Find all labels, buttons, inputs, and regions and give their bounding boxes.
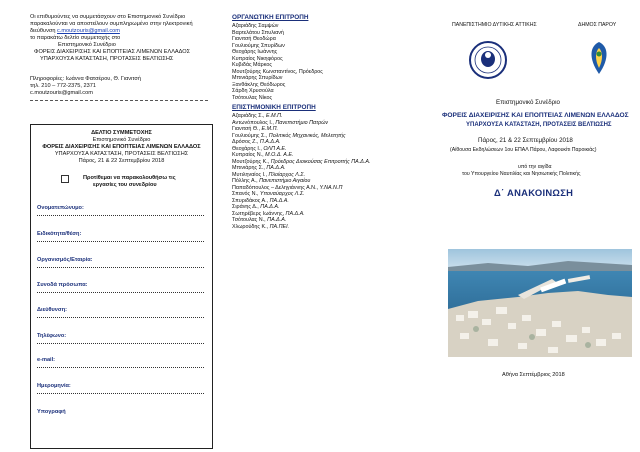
paros-harbor-photo [448, 249, 632, 357]
sci-committee-member: Μπινιάρης Σ., ΠΑ.Δ.Α. [232, 165, 286, 171]
org-committee-member: Θεοχάρης Ιωάννης [232, 49, 278, 55]
org-committee-member: Τσότουλας Νίκος [232, 94, 273, 101]
sci-committee-member: Μουτζούρης Κ., Πρόεδρος Διοικούσας Επιτροπής ΠΑ.Δ.Α. [232, 158, 371, 165]
intro-line-3: διεύθυνση c.moutzouris@gmail.com [30, 28, 120, 34]
phone-input[interactable] [37, 343, 204, 344]
field-label-email: e-mail: [37, 357, 56, 363]
form-subtitle: Επιστημονικό Συνέδριο [92, 137, 151, 143]
sci-committee-member: Σιράνης Δ., ΠΑ.Δ.Α. [232, 204, 280, 210]
sci-committee-member: Γουλιούμης Σ., Πολιτικός Μηχανικός, Μελετητής [232, 132, 346, 139]
org-committee-member: Σάρδη Χρυσούλα [232, 88, 274, 94]
org-committee-title: ΟΡΓΑΝΩΤΙΚΗ ΕΠΙΤΡΟΠΗ [232, 14, 309, 21]
info-line-3: c.moutzouris@gmail.com [30, 90, 93, 96]
intro-email-link[interactable]: c.moutzouris@gmail.com [57, 28, 120, 34]
checkbox-label-2: εργασίες του συνεδρίου [93, 182, 157, 188]
cut-line [30, 100, 208, 101]
conference-title: ΦΟΡΕΙΣ ΔΙΑΧΕΙΡΙΣΗΣ ΚΑΙ ΕΠΟΠΤΕΙΑΣ ΛΙΜΕΝΩΝ ΕΛΛΑΔΟΣ [442, 112, 629, 119]
sci-committee-member: Μυτιληναίος Ι., Πλοίαρχος Λ.Σ. [232, 171, 306, 178]
organization-input[interactable] [37, 267, 204, 268]
sci-committee-member: Σωτηρέβερς Ιωάννης, ΠΑ.Δ.Α. [232, 210, 305, 217]
companions-input[interactable] [37, 292, 204, 293]
sci-committee-member: Τσότουλας Ν., ΠΑ.Δ.Α. [232, 217, 287, 223]
conference-subtitle: ΥΠΑΡΧΟΥΣΑ ΚΑΤΑΣΤΑΣΗ, ΠΡΟΤΑΣΕΙΣ ΒΕΛΤΙΩΣΗΣ [466, 122, 612, 128]
info-line-2: τηλ. 210 – 772-2375, 2371 [30, 83, 96, 89]
footer-place-date: Αθήνα Σεπτέμβριος 2018 [502, 372, 565, 378]
org-committee-member: Μπινιάρης Σπυρίδων [232, 75, 283, 81]
university-name: ΠΑΝΕΠΙΣΤΗΜΙΟ ΔΥΤΙΚΗΣ ΑΤΤΙΚΗΣ [452, 22, 537, 28]
form-date: Πάρος, 21 & 22 Σεπτεμβρίου 2018 [78, 158, 165, 164]
sci-committee-title: ΕΠΙΣΤΗΜΟΝΙΚΗ ΕΠΙΤΡΟΠΗ [232, 104, 316, 111]
sci-committee-member: Χλωρούδης Κ., ΠΑ.ΠΕΙ. [232, 223, 290, 230]
conference-label: Επιστημονικό Συνέδριο [496, 99, 560, 106]
municipality-logo-icon [586, 40, 612, 76]
intro-line-7: ΥΠΑΡΧΟΥΣΑ ΚΑΤΑΣΤΑΣΗ, ΠΡΟΤΑΣΕΙΣ ΒΕΛΤΙΩΣΗΣ [40, 56, 174, 62]
sci-committee-member: Αντωνόπουλος Ι., Πανεπιστήμιο Πατρών [232, 119, 329, 126]
date-input[interactable] [37, 393, 204, 394]
field-label-companions: Συνοδά πρόσωπα: [37, 282, 88, 288]
intro-line-6: ΦΟΡΕΙΣ ΔΙΑΧΕΙΡΙΣΗΣ ΚΑΙ ΕΠΟΠΤΕΙΑΣ ΛΙΜΕΝΩΝ ΕΛΛΑΔΟΣ [34, 49, 191, 55]
intro-line-5: Επιστημονικό Συνέδριο [58, 42, 116, 48]
form-conf-title: ΦΟΡΕΙΣ ΔΙΑΧΕΙΡΙΣΗΣ ΚΑΙ ΕΠΟΠΤΕΙΑΣ ΛΙΜΕΝΩΝ ΕΛΛΑΔΟΣ [42, 144, 201, 150]
org-committee-member: Ξανθάκλης Θεόδωρος [232, 81, 286, 88]
municipality-name: ΔΗΜΟΣ ΠΑΡΟΥ [578, 22, 617, 28]
sci-committee-member: Γιανιτσή Θ., Ε.Μ.Π. [232, 126, 278, 132]
org-committee-member: Γιανιτσή Θεοδώρα [232, 36, 276, 42]
sci-committee-member: Παπαδόπουλος – Δεληγιάννης Α.Ν., Υ.ΝΑ.Ν.Π [232, 184, 343, 191]
field-label-specialty: Ειδικότητα/θέση: [37, 231, 82, 237]
intro-line-4: το παρακάτω δελτίο συμμετοχής στο [30, 35, 121, 41]
registration-form [30, 124, 213, 449]
checkbox-label-1: Προτίθεμαι να παρακολουθήσω τις [83, 175, 176, 181]
field-label-date: Ημερομηνία: [37, 383, 71, 389]
email-input[interactable] [37, 367, 204, 368]
field-label-organization: Οργανισμός/Εταιρία: [37, 257, 93, 263]
conference-venue: (Αίθουσα Εκδηλώσεων 1ου ΕΠΑΛ Πάρου, Λαφουκίτι Παροικιάς) [450, 147, 597, 153]
sci-committee-member: Σπανός Ν., Υποναύαρχος Λ.Σ. [232, 191, 305, 197]
conference-date: Πάρος, 21 & 22 Σεπτεμβρίου 2018 [478, 137, 573, 144]
org-committee-member: Αζαριάδης Σαμψών [232, 23, 279, 29]
form-conf-sub: ΥΠΑΡΧΟΥΣΑ ΚΑΤΑΣΤΑΣΗ, ΠΡΟΤΑΣΕΙΣ ΒΕΛΤΙΩΣΗΣ [54, 151, 189, 157]
intro-line-2: παρακαλούνται να αποστείλουν συμπληρωμένο στην ηλεκτρονική [30, 21, 193, 27]
sci-committee-member: Πόλλης Α., Πανεπιστήμιο Αιγαίου [232, 178, 311, 184]
org-committee-list [232, 23, 323, 101]
info-line-1: Πληροφορίες: Ιωάννα Φατσέρου, Θ. Γιανιτσή [30, 76, 141, 82]
sci-committee-member: Σπυριδάκος Α., ΠΑ.Δ.Α. [232, 197, 289, 204]
sci-committee-member: Αζαριάδης Σ., Ε.Μ.Π. [232, 113, 283, 119]
field-label-phone: Τηλέφωνο: [37, 333, 67, 339]
field-label-name: Ονοματεπώνυμο: [37, 205, 84, 211]
sci-committee-member: Θεοχάρης Ι., ΟΛΠ Α.Ε. [232, 145, 287, 152]
committees-panel [214, 0, 424, 452]
specialty-input[interactable] [37, 241, 204, 242]
sci-committee-list [232, 113, 370, 230]
org-committee-member: Βαρτελάτου Σπυλιανή [232, 29, 284, 36]
org-committee-member: Κυβιδάς Μάρκος [232, 62, 272, 68]
university-logo-icon [468, 40, 508, 80]
sci-committee-member: Δρόσος Ζ., Π.Α.Δ.Α. [232, 139, 281, 145]
org-committee-member: Γουλιούμης Σπυρίδων [232, 42, 285, 49]
intro-line-1: Οι επιθυμούντες να συμμετάσχουν στο Επιστημονικό Συνέδριο [30, 14, 186, 20]
org-committee-member: Κυπραίος Νικηφόρος [232, 55, 283, 62]
field-label-address: Διεύθυνση: [37, 307, 67, 313]
auspices-line-2: του Υπουργείου Ναυτιλίας και Νησιωτικής Πολιτικής [462, 171, 581, 177]
form-title: ΔΕΛΤΙΟ ΣΥΜΜΕΤΟΧΗΣ [91, 130, 152, 136]
address-input[interactable] [37, 317, 204, 318]
left-panel [0, 0, 210, 452]
announcement-title: Δ΄ ΑΝΑΚΟΙΝΩΣΗ [494, 187, 574, 198]
org-committee-member: Μουτζούρης Κωνσταντίνος, Πρόεδρος [232, 68, 323, 75]
attend-checkbox[interactable] [61, 175, 69, 183]
name-input[interactable] [37, 215, 204, 216]
field-label-signature: Υπογραφή [37, 409, 66, 415]
auspices-line-1: υπό την αιγίδα [518, 164, 552, 170]
sci-committee-member: Κυπραίος Ν., Μ.Ο.Δ. Α.Ε. [232, 152, 294, 158]
cover-panel [428, 0, 640, 452]
